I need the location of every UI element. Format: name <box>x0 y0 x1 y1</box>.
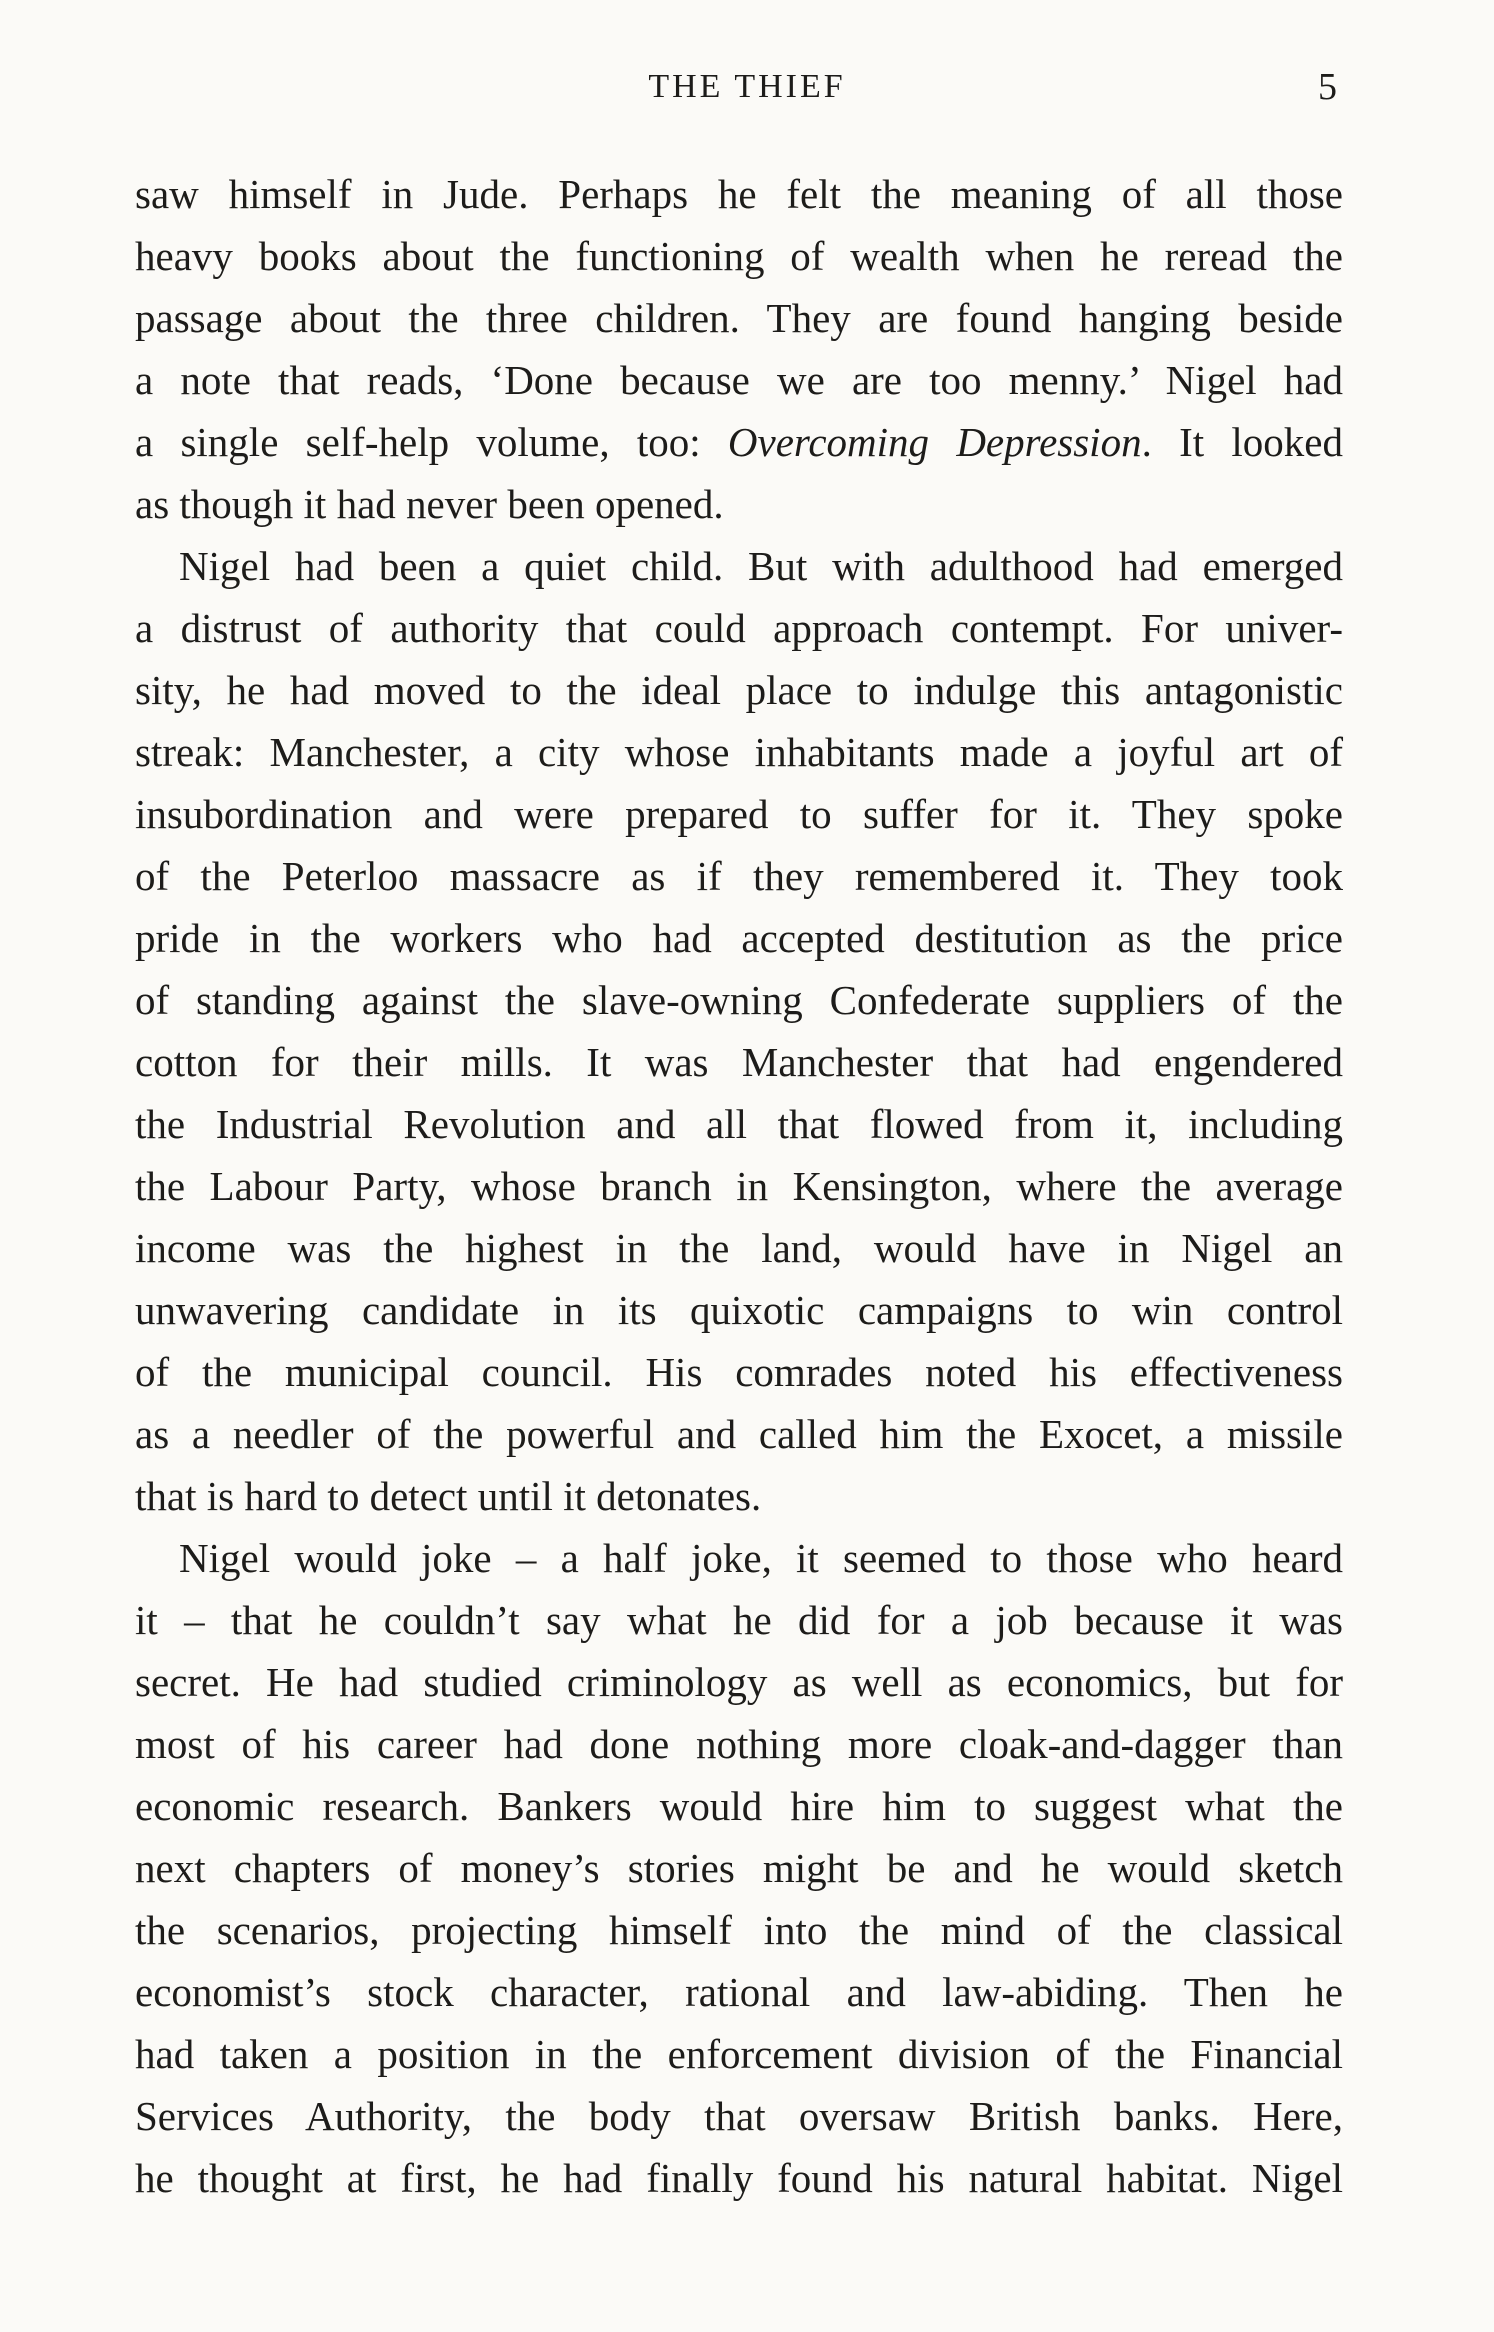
running-head <box>0 62 1494 112</box>
text-line: cotton for their mills. It was Manchester that had engendered <box>135 1039 1343 1085</box>
text-line: the Labour Party, whose branch in Kensington, where the average <box>135 1163 1343 1209</box>
text-line: Services Authority, the body that oversaw British banks. Here, <box>135 2093 1343 2139</box>
text-line: streak: Manchester, a city whose inhabitants made a joyful art of <box>135 729 1343 775</box>
text-line: secret. He had studied criminology as well as economics, but for <box>135 1659 1343 1705</box>
text-line: the Industrial Revolution and all that flowed from it, including <box>135 1101 1343 1147</box>
text-line: of the Peterloo massacre as if they remembered it. They took <box>135 853 1343 899</box>
text-line: as a needler of the powerful and called him the Exocet, a missile <box>135 1411 1343 1457</box>
book-title: Overcoming Depression <box>727 419 1142 465</box>
chapter-title: THE THIEF <box>648 68 846 105</box>
text-line: a distrust of authority that could approach contempt. For univer- <box>135 605 1343 651</box>
text-line: saw himself in Jude. Perhaps he felt the meaning of all those <box>135 171 1343 217</box>
text-line: economist’s stock character, rational and law-abiding. Then he <box>135 1969 1343 2015</box>
text-line: Nigel would joke – a half joke, it seemed to those who heard <box>179 1535 1343 1581</box>
text-line: had taken a position in the enforcement division of the Financial <box>135 2031 1343 2077</box>
text-line: pride in the workers who had accepted destitution as the price <box>135 915 1343 961</box>
text-segment: a single self-help volume, too: <box>135 419 728 465</box>
text-line: the scenarios, projecting himself into the mind of the classical <box>135 1907 1343 1953</box>
text-line: it – that he couldn’t say what he did for a job because it was <box>135 1597 1343 1643</box>
text-line: he thought at first, he had finally found his natural habitat. Nigel <box>135 2155 1343 2201</box>
text-line <box>135 411 1343 473</box>
page-number: 5 <box>1318 66 1337 108</box>
text-line: heavy books about the functioning of wealth when he reread the <box>135 233 1343 279</box>
text-line: economic research. Bankers would hire him to suggest what the <box>135 1783 1343 1829</box>
text-line: Nigel had been a quiet child. But with adulthood had emerged <box>179 543 1343 589</box>
text-line: next chapters of money’s stories might be and he would sketch <box>135 1845 1343 1891</box>
text-line: sity, he had moved to the ideal place to indulge this antagonistic <box>135 667 1343 713</box>
text-line: insubordination and were prepared to suffer for it. They spoke <box>135 791 1343 837</box>
text-line: passage about the three children. They are found hanging beside <box>135 295 1343 341</box>
text-line: of standing against the slave-owning Confederate suppliers of the <box>135 977 1343 1023</box>
text-line: a note that reads, ‘Done because we are too menny.’ Nigel had <box>135 357 1343 403</box>
body-text <box>135 163 1343 2209</box>
text-line: that is hard to detect until it detonates. <box>135 1473 762 1519</box>
text-line: income was the highest in the land, would have in Nigel an <box>135 1225 1343 1271</box>
text-segment: . It looked <box>1141 419 1343 465</box>
text-line: of the municipal council. His comrades noted his effectiveness <box>135 1349 1343 1395</box>
text-line: most of his career had done nothing more cloak-and-dagger than <box>135 1721 1343 1767</box>
text-line: as though it had never been opened. <box>135 481 724 527</box>
text-line: unwavering candidate in its quixotic campaigns to win control <box>135 1287 1343 1333</box>
